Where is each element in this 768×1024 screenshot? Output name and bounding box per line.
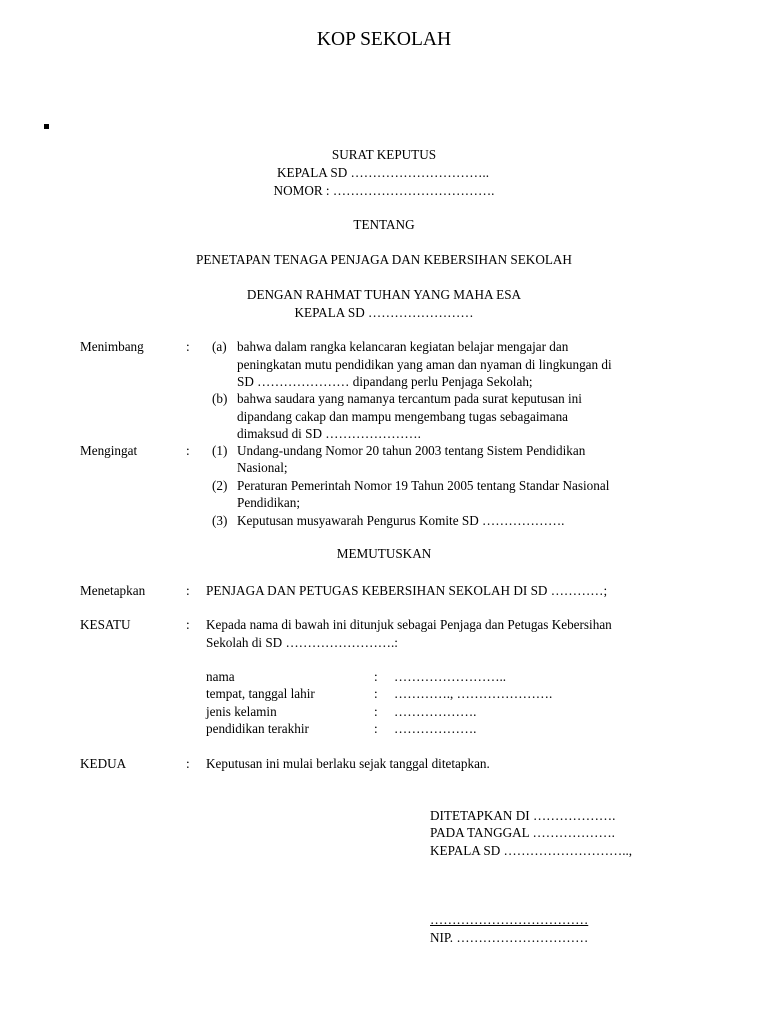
field-colon: :	[374, 686, 378, 701]
mengingat-2-number: (2)	[212, 478, 228, 493]
mengingat-colon: :	[186, 443, 190, 458]
field-value-ttl: …………., ………………….	[394, 686, 553, 701]
field-value-jenis-kelamin: ……………….	[394, 704, 477, 719]
rahmat-line: DENGAN RAHMAT TUHAN YANG MAHA ESA	[246, 287, 522, 302]
menimbang-a-line: bahwa dalam rangka kelancaran kegiatan belajar mengajar dan	[237, 339, 569, 354]
signature-date: PADA TANGGAL ……………….	[430, 825, 615, 840]
signature-place: DITETAPKAN DI ……………….	[430, 808, 616, 823]
field-colon: :	[374, 704, 378, 719]
menetapkan-text: PENJAGA DAN PETUGAS KEBERSIHAN SEKOLAH DI SD …………;	[206, 583, 608, 598]
mengingat-label: Mengingat	[80, 443, 138, 458]
mengingat-2-line: Peraturan Pemerintah Nomor 19 Tahun 2005 tentang Standar Nasional	[237, 478, 610, 493]
menimbang-b-line: dipandang cakap dan mampu mengembang tugas sebagaimana	[237, 409, 569, 424]
bullet-mark	[44, 124, 49, 129]
mengingat-1-number: (1)	[212, 443, 228, 458]
signature-role: KEPALA SD ………………………..,	[430, 843, 633, 858]
menetapkan-label: Menetapkan	[80, 583, 146, 598]
menimbang-label: Menimbang	[80, 339, 144, 354]
menimbang-a-line: SD ………………… dipandang perlu Penjaga Sekolah;	[237, 374, 533, 389]
title-surat: SURAT KEPUTUS	[331, 147, 437, 162]
kesatu-line: Sekolah di SD …………………….:	[206, 635, 398, 650]
field-label-ttl: tempat, tanggal lahir	[206, 686, 315, 701]
menimbang-b-number: (b)	[212, 391, 228, 406]
field-label-nama: nama	[206, 669, 235, 684]
mengingat-3-line: Keputusan musyawarah Pengurus Komite SD ……………….	[237, 513, 565, 528]
field-label-jenis-kelamin: jenis kelamin	[206, 704, 277, 719]
title-nomor: NOMOR : ……………………………….	[273, 183, 495, 198]
menimbang-colon: :	[186, 339, 190, 354]
mengingat-1-line: Undang-undang Nomor 20 tahun 2003 tentang Sistem Pendidikan	[237, 443, 586, 458]
mengingat-1-line: Nasional;	[237, 460, 288, 475]
kedua-text: Keputusan ini mulai berlaku sejak tanggal ditetapkan.	[206, 756, 490, 771]
kesatu-colon: :	[186, 617, 190, 632]
field-colon: :	[374, 669, 378, 684]
signature-name-line: ………………………………	[430, 912, 589, 927]
mengingat-3-number: (3)	[212, 513, 228, 528]
kedua-colon: :	[186, 756, 190, 771]
kop-sekolah: KOP SEKOLAH	[316, 29, 452, 50]
kesatu-line: Kepada nama di bawah ini ditunjuk sebagai Penjaga dan Petugas Kebersihan	[206, 617, 612, 632]
field-value-nama: ……………………..	[394, 669, 507, 684]
mengingat-2-line: Pendidikan;	[237, 495, 301, 510]
rahmat-kepala: KEPALA SD ……………………	[294, 305, 474, 320]
menimbang-b-line: bahwa saudara yang namanya tercantum pada surat keputusan ini	[237, 391, 582, 406]
menimbang-a-number: (a)	[212, 339, 227, 354]
signature-nip: NIP. …………………………	[430, 930, 589, 945]
field-colon: :	[374, 721, 378, 736]
kedua-label: KEDUA	[80, 756, 127, 771]
title-kepala: KEPALA SD …………………………..	[277, 165, 489, 180]
field-label-pendidikan: pendidikan terakhir	[206, 721, 309, 736]
kesatu-label: KESATU	[80, 617, 131, 632]
memutuskan-heading: MEMUTUSKAN	[336, 546, 432, 561]
menimbang-b-line: dimaksud di SD ………………….	[237, 426, 421, 441]
menimbang-a-line: peningkatan mutu pendidikan yang aman dan nyaman di lingkungan di	[237, 357, 612, 372]
menetapkan-colon: :	[186, 583, 190, 598]
field-value-pendidikan: ……………….	[394, 721, 477, 736]
tentang-heading: TENTANG	[353, 217, 415, 232]
tentang-subject: PENETAPAN TENAGA PENJAGA DAN KEBERSIHAN SEKOLAH	[196, 252, 572, 267]
